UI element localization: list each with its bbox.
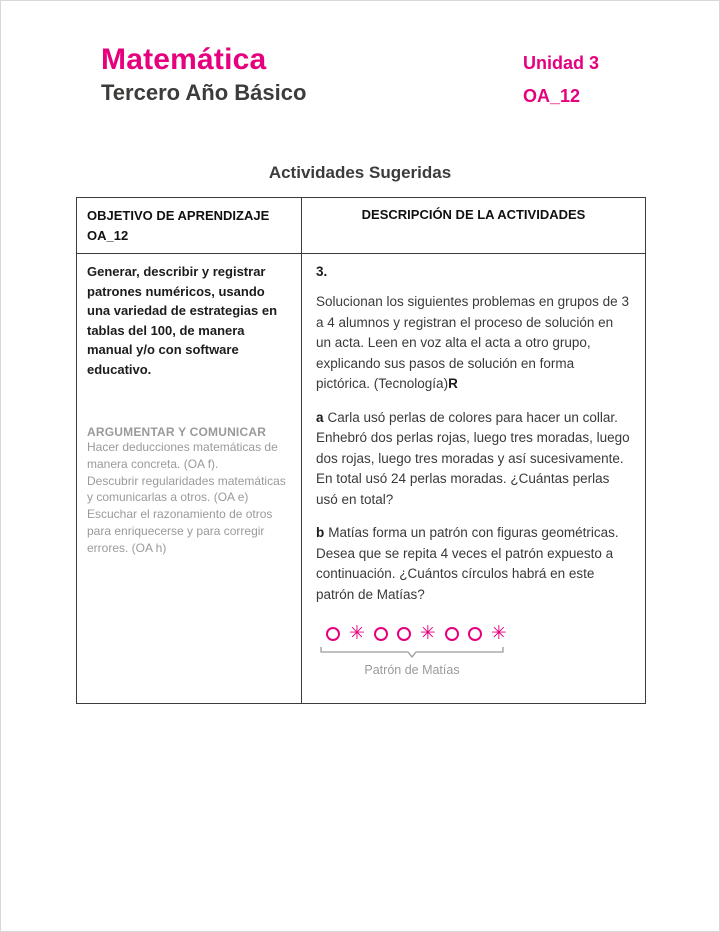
problem-a-text: Carla usó perlas de colores para hacer un collar. Enhebró dos perlas rojas, luego tres moradas, luego dos rojas, luego tres moradas y así sucesivamente. En total usó 24 perlas moradas. ¿Cuántas perlas usó en total? [316,409,630,507]
underbrace-icon [320,647,504,658]
header-right [523,43,599,107]
problem-b [316,523,631,605]
activities-table [76,197,646,704]
table-header-row [77,198,646,254]
section-title: Actividades Sugeridas [268,163,452,182]
subject-title: Matemática [101,43,267,76]
objective-cell [77,254,302,704]
table-body-row [77,254,646,704]
activity-intro [316,292,631,395]
grade-title: Tercero Año Básico [101,80,307,105]
skill-item: Descubrir regularidades matemáticas y comunicarlas a otros. (OA e) [87,473,286,505]
skill-item: Escuchar el razonamiento de otros para enriquecerse y para corregir errores. (OA h) [87,507,273,555]
circle-icon [374,627,388,641]
skills-title: ARGUMENTAR Y COMUNICAR [87,425,267,439]
skill-item: Hacer deducciones matemáticas de manera concreta. (OA f). [87,440,278,471]
pattern-brace-group [320,647,504,677]
description-column-header: DESCRIPCIÓN DE LA ACTIVIDADES [302,198,646,254]
activity-intro-tag: R [448,376,458,392]
objective-text: Generar, describir y registrar patrones numéricos, usando una variedad de estrategias en tablas del 100, de manera manual y/o con software educativo. [87,264,278,377]
asterisk-icon: ✳ [349,622,365,644]
oa-code-label: OA_12 [522,86,581,106]
objective-header-line1: OBJETIVO DE APRENDIZAJE [87,208,270,223]
header-left [101,43,306,106]
asterisk-icon: ✳ [419,622,436,644]
pattern-label: Patrón de Matías [364,663,460,678]
problem-a [316,408,631,511]
circle-icon [326,627,340,641]
activity-number: 3. [316,264,328,279]
description-cell [302,254,646,704]
problem-a-label: a [316,409,324,425]
circle-icon [445,627,459,641]
objective-header-line2: OA_12 [87,227,129,243]
circle-icon [397,627,411,641]
problem-b-text: Matías forma un patrón con figuras geométricas. Desea que se repita 4 veces el patrón expuesto a continuación. ¿Cuántos círculos habrá en este patrón de Matías? [316,525,619,602]
shape-pattern [326,623,631,645]
problem-b-label: b [316,525,325,541]
circle-icon [468,627,482,641]
document-header [76,43,644,107]
objective-column-header [77,198,302,254]
unit-label: Unidad 3 [522,53,599,73]
activity-intro-text: Solucionan los siguientes problemas en grupos de 3 a 4 alumnos y registran el proceso de solución en un acta. Leen en voz alta el acta a otro grupo, explicando sus pasos de solución en forma pictórica. (Tecnología) [316,294,629,392]
asterisk-icon: ✳ [490,622,507,644]
